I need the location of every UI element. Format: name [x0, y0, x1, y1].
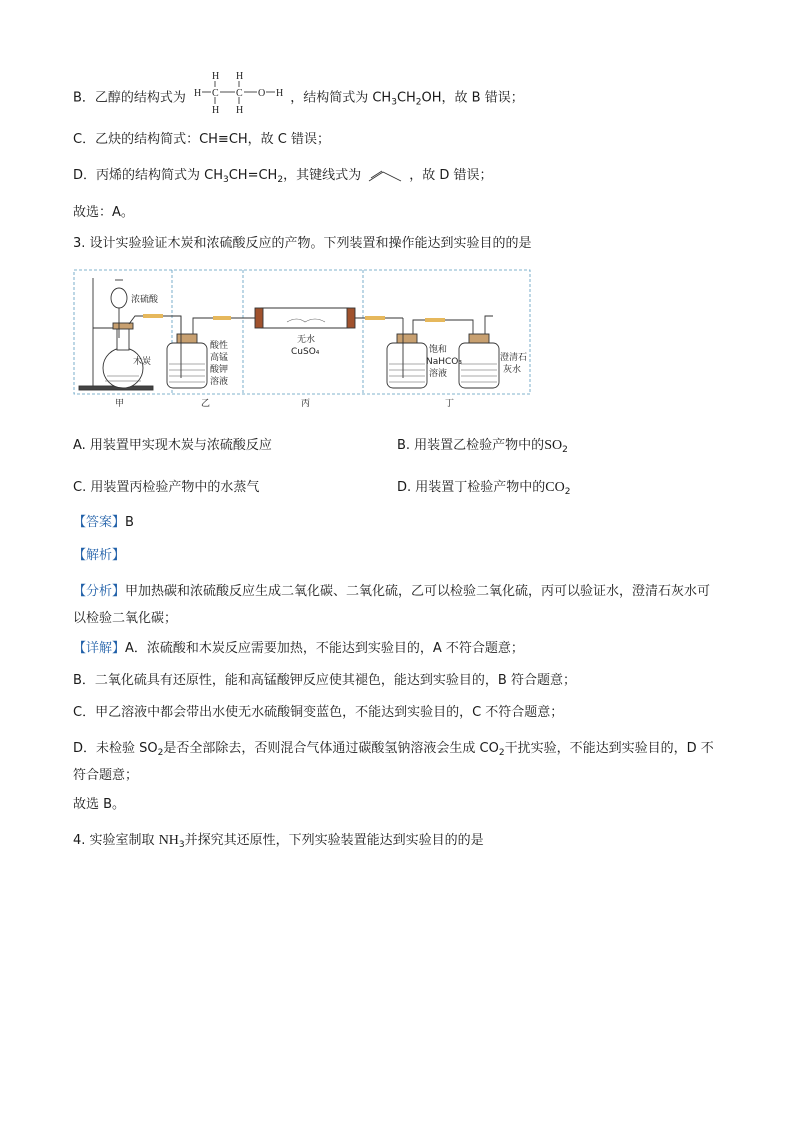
label-yi: 乙	[201, 399, 211, 408]
option-c[interactable]: C. 用装置丙检验产物中的水蒸气	[73, 480, 260, 495]
xiangjie-c: C．甲乙溶液中都会带出水使无水硫酸铜变蓝色，不能达到实验目的，C 不符合题意；	[73, 705, 564, 720]
q3-stem: 3. 设计实验验证木炭和浓硫酸反应的产物。下列装置和操作能达到实验目的的是	[73, 236, 532, 251]
label-bing: 丙	[301, 399, 311, 408]
xiangjie-b: B．二氧化硫具有还原性，能和高锰酸钾反应使其褪色，能达到实验目的，B 符合题意；	[73, 673, 576, 688]
label-kmno4-1: 酸性	[210, 341, 229, 351]
label-charcoal: 木炭	[133, 357, 152, 367]
option-a[interactable]: A. 用装置甲实现木炭与浓硫酸反应	[73, 438, 272, 453]
line-b: B．乙醇的结构式为 H C C O H H H H H ，结构简式为 $CH_3CH_2OH$，故 B 错误；	[73, 71, 524, 114]
atom-h3: H	[212, 71, 220, 82]
apparatus-figure	[73, 268, 531, 408]
option-d[interactable]: D. 用装置丁检验产物中的$CO_2$	[397, 480, 571, 497]
atom-h2: H	[276, 88, 284, 99]
label-cuso4: CuSO₄	[291, 347, 320, 357]
xiangjie-d: D．未检验 $SO_2$是否全部除去，否则混合气体通过碳酸氢钠溶液会生成 $CO_2$干扰实验，不能达到实验目的，D 不符合题意；	[73, 741, 714, 783]
label-kmno4-4: 溶液	[210, 377, 229, 387]
apparatus-diagram	[73, 268, 531, 408]
label-nahco3-3: 溶液	[429, 369, 448, 379]
atom-c2: C	[236, 88, 243, 99]
label-nahco3-2: NaHCO₃	[426, 357, 462, 367]
label-ding: 丁	[445, 399, 455, 408]
label-lime-2: 灰水	[503, 365, 522, 375]
q4-stem: 4. 实验室制取 $NH_3$并探究其还原性，下列实验装置能达到实验目的的是	[73, 833, 484, 850]
prev-answer: 故选：A。	[73, 205, 134, 220]
atom-h5: H	[212, 105, 220, 114]
conclusion: 故选 B。	[73, 797, 126, 812]
analysis-tag: 【解析】	[73, 548, 126, 563]
label-anhydrous: 无水	[297, 335, 316, 345]
atom-h4: H	[236, 71, 244, 82]
ethanol-structure	[192, 70, 284, 114]
label-kmno4-3: 酸钾	[210, 365, 229, 375]
label-conc-acid: 浓硫酸	[131, 295, 159, 305]
atom-c1: C	[212, 88, 219, 99]
label-jia: 甲	[115, 399, 125, 408]
label-lime-1: 澄清石	[500, 353, 528, 363]
answer-line: 【答案】B	[73, 515, 134, 530]
label-nahco3-1: 饱和	[429, 345, 448, 355]
atom-h1: H	[194, 88, 202, 99]
fenxi-paragraph: 【分析】甲加热碳和浓硫酸反应生成二氧化碳、二氧化硫，乙可以检验二氧化硫，丙可以验证水，澄清石灰水可以检验二氧化碳；	[73, 584, 711, 626]
line-c: C．乙炔的结构简式：CH≡CH，故 C 错误；	[73, 132, 331, 147]
line-d: D．丙烯的结构简式为 $CH_3CH=CH_2$，其键线式为 ，故 D 错误；	[73, 168, 493, 185]
atom-o: O	[258, 88, 266, 99]
xiangjie-a: 【详解】A．浓硫酸和木炭反应需要加热，不能达到实验目的，A 不符合题意；	[73, 641, 524, 656]
propene-skeletal-icon	[367, 169, 407, 183]
label-kmno4-2: 高锰	[210, 353, 229, 363]
option-b[interactable]: B. 用装置乙检验产物中的$SO_2$	[397, 438, 568, 455]
atom-h6: H	[236, 105, 244, 114]
